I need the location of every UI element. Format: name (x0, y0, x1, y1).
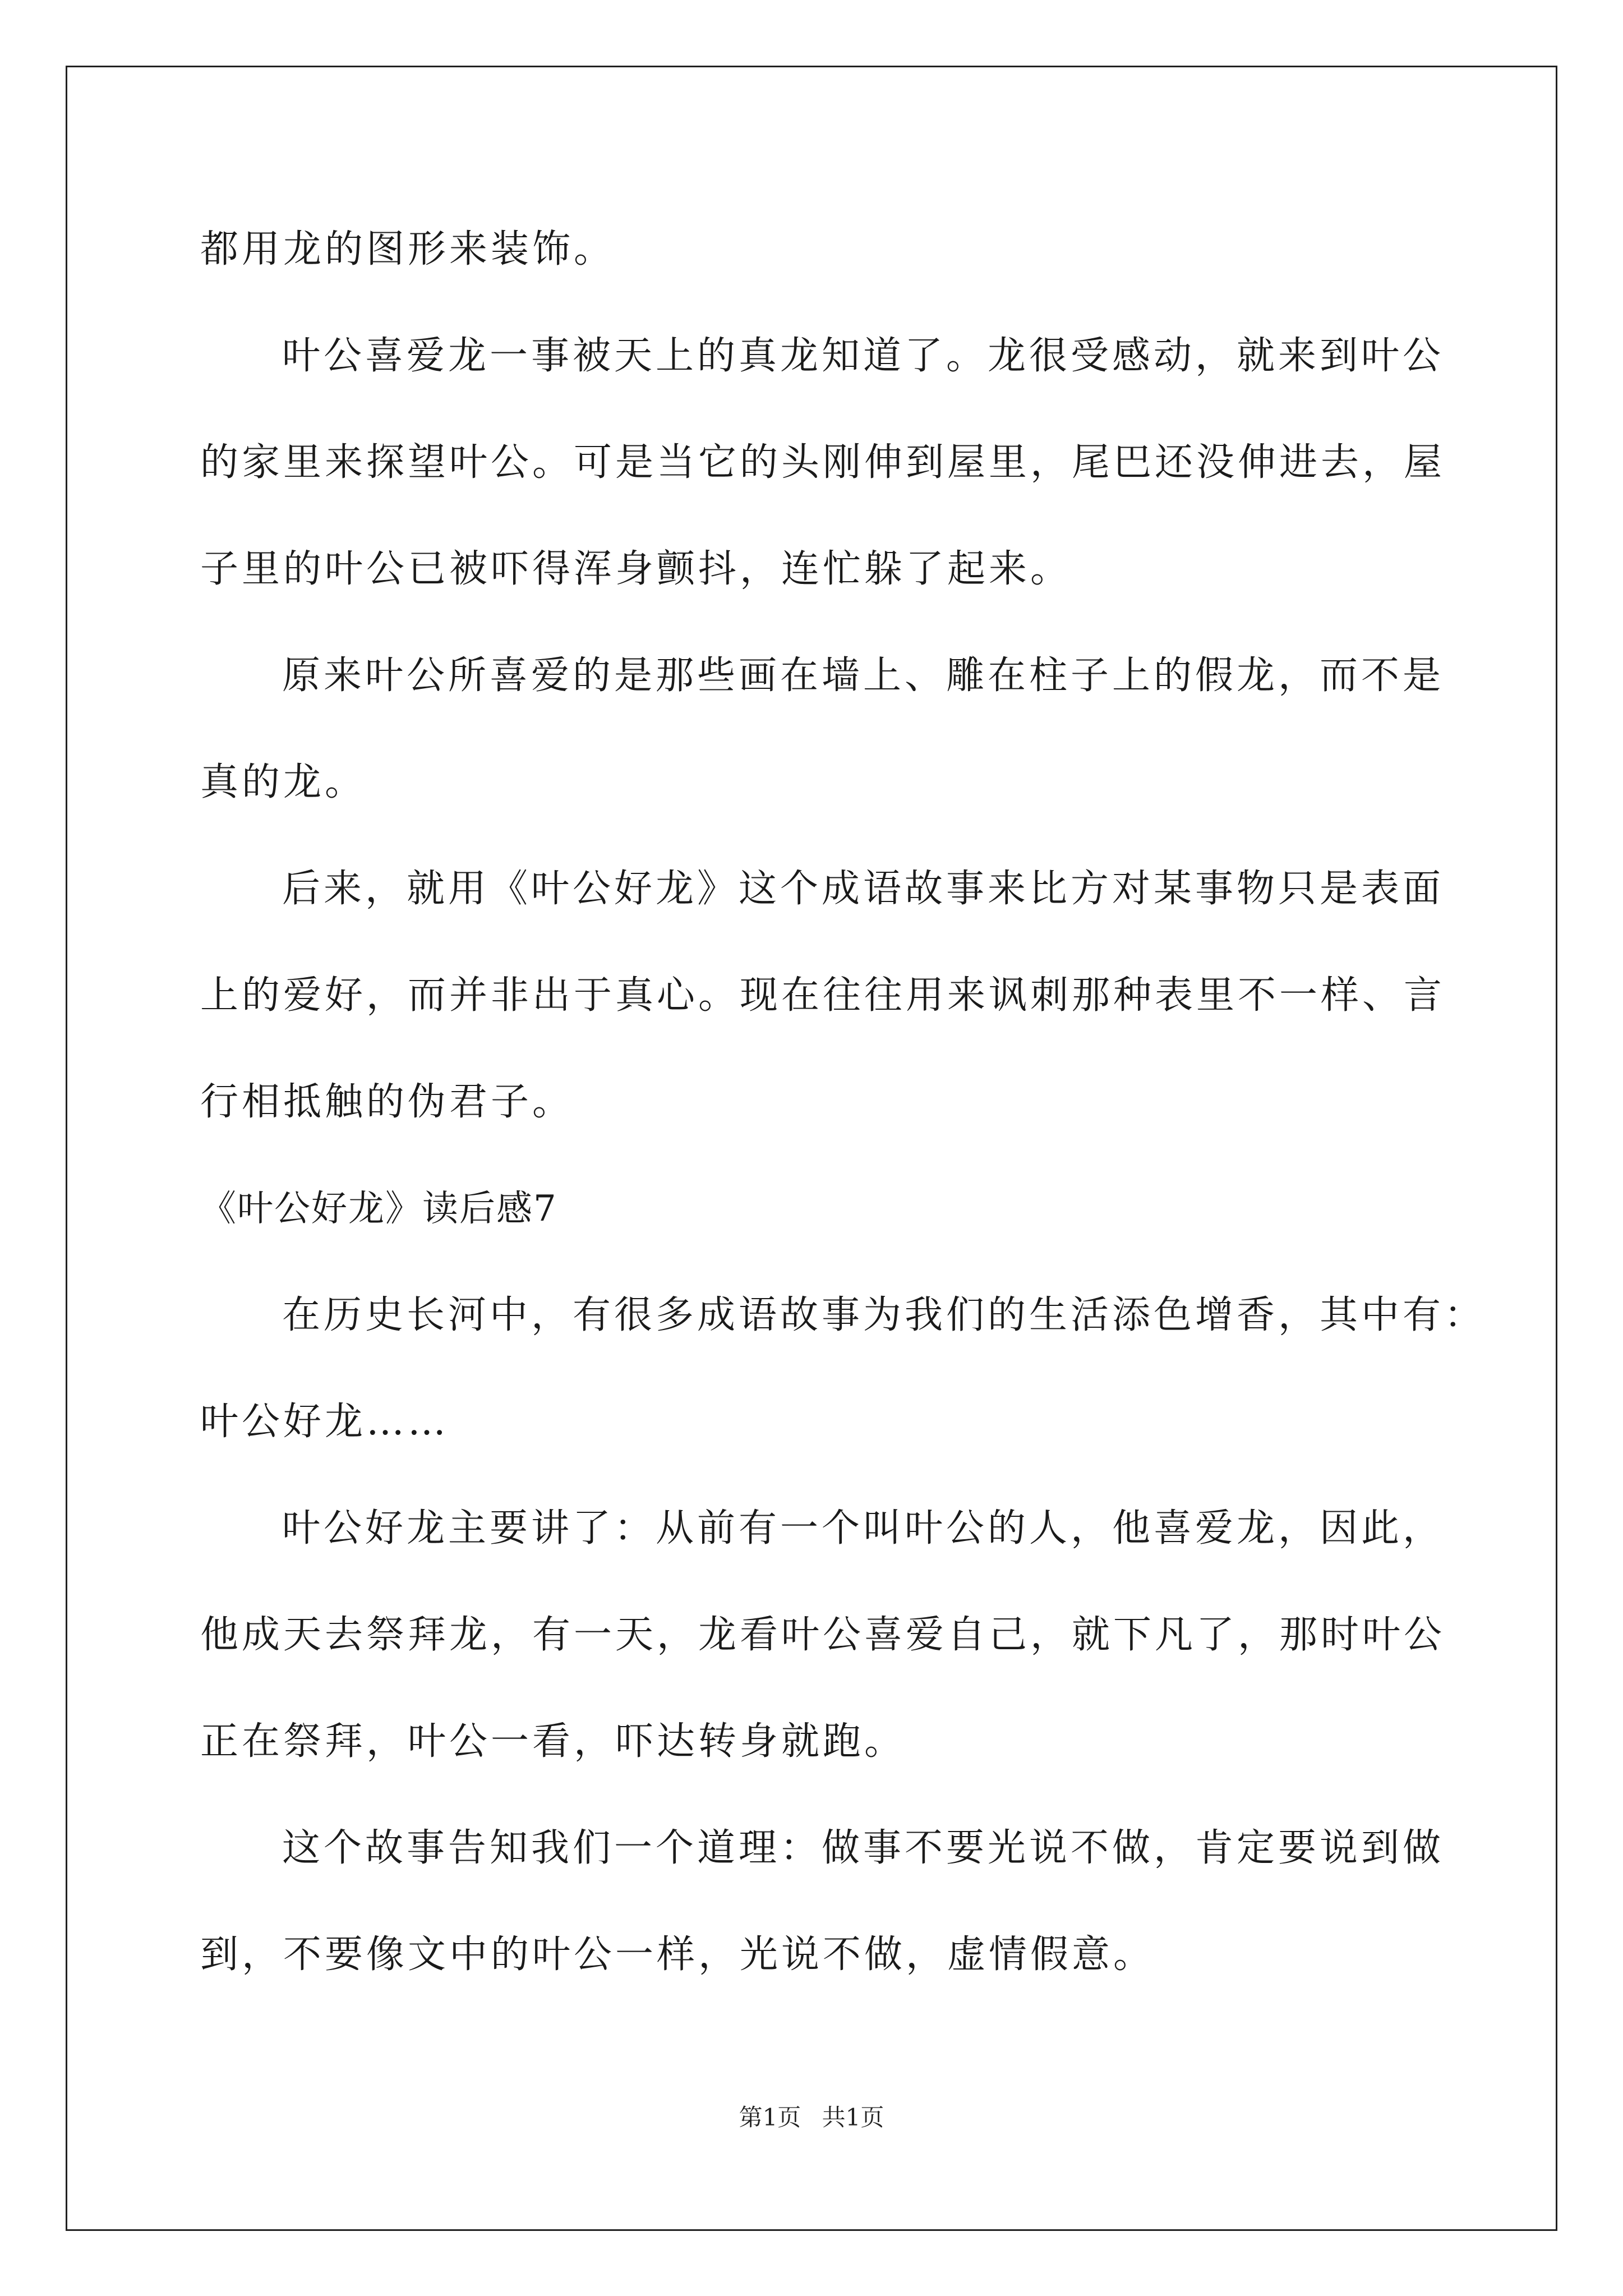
text-line: 到，不要像文中的叶公一样，光说不做，虚情假意。 (200, 1932, 1155, 1977)
paragraph-first-line: 原来叶公所喜爱的是那些画在墙上、雕在柱子上的假龙，而不是 (282, 654, 1445, 698)
page-footer (0, 2104, 1623, 2132)
page-total: 共1页 (822, 2104, 884, 2131)
text-line: 的家里来探望叶公。可是当它的头刚伸到屋里，尾巴还没伸进去，屋 (200, 440, 1446, 485)
section-heading: 《叶公好龙》读后感7 (200, 1188, 557, 1230)
text-line: 他成天去祭拜龙，有一天，龙看叶公喜爱自己，就下凡了，那时叶公 (200, 1613, 1446, 1657)
paragraph-first-line: 在历史长河中，有很多成语故事为我们的生活添色增香，其中有： (282, 1293, 1486, 1337)
paragraph-first-line: 叶公喜爱龙一事被天上的真龙知道了。龙很受感动，就来到叶公 (282, 334, 1445, 378)
text-line: 正在祭拜，叶公一看，吓达转身就跑。 (200, 1719, 906, 1764)
paragraph-first-line: 这个故事告知我们一个道理：做事不要光说不做，肯定要说到做 (282, 1826, 1445, 1870)
page-number: 第1页 (739, 2104, 801, 2131)
paragraph-first-line: 后来，就用《叶公好龙》这个成语故事来比方对某事物只是表面 (282, 867, 1445, 911)
text-line: 上的爱好，而并非出于真心。现在往往用来讽刺那种表里不一样、言 (200, 973, 1446, 1018)
paragraph-first-line: 叶公好龙主要讲了：从前有一个叫叶公的人，他喜爱龙，因此， (282, 1506, 1445, 1550)
text-line: 都用龙的图形来装饰。 (200, 227, 616, 272)
text-line: 叶公好龙…… (200, 1400, 450, 1444)
text-line: 真的龙。 (200, 760, 367, 804)
text-line: 行相抵触的伪君子。 (200, 1080, 574, 1124)
page-border (66, 66, 1557, 2231)
text-line: 子里的叶公已被吓得浑身颤抖，连忙躲了起来。 (200, 547, 1072, 591)
